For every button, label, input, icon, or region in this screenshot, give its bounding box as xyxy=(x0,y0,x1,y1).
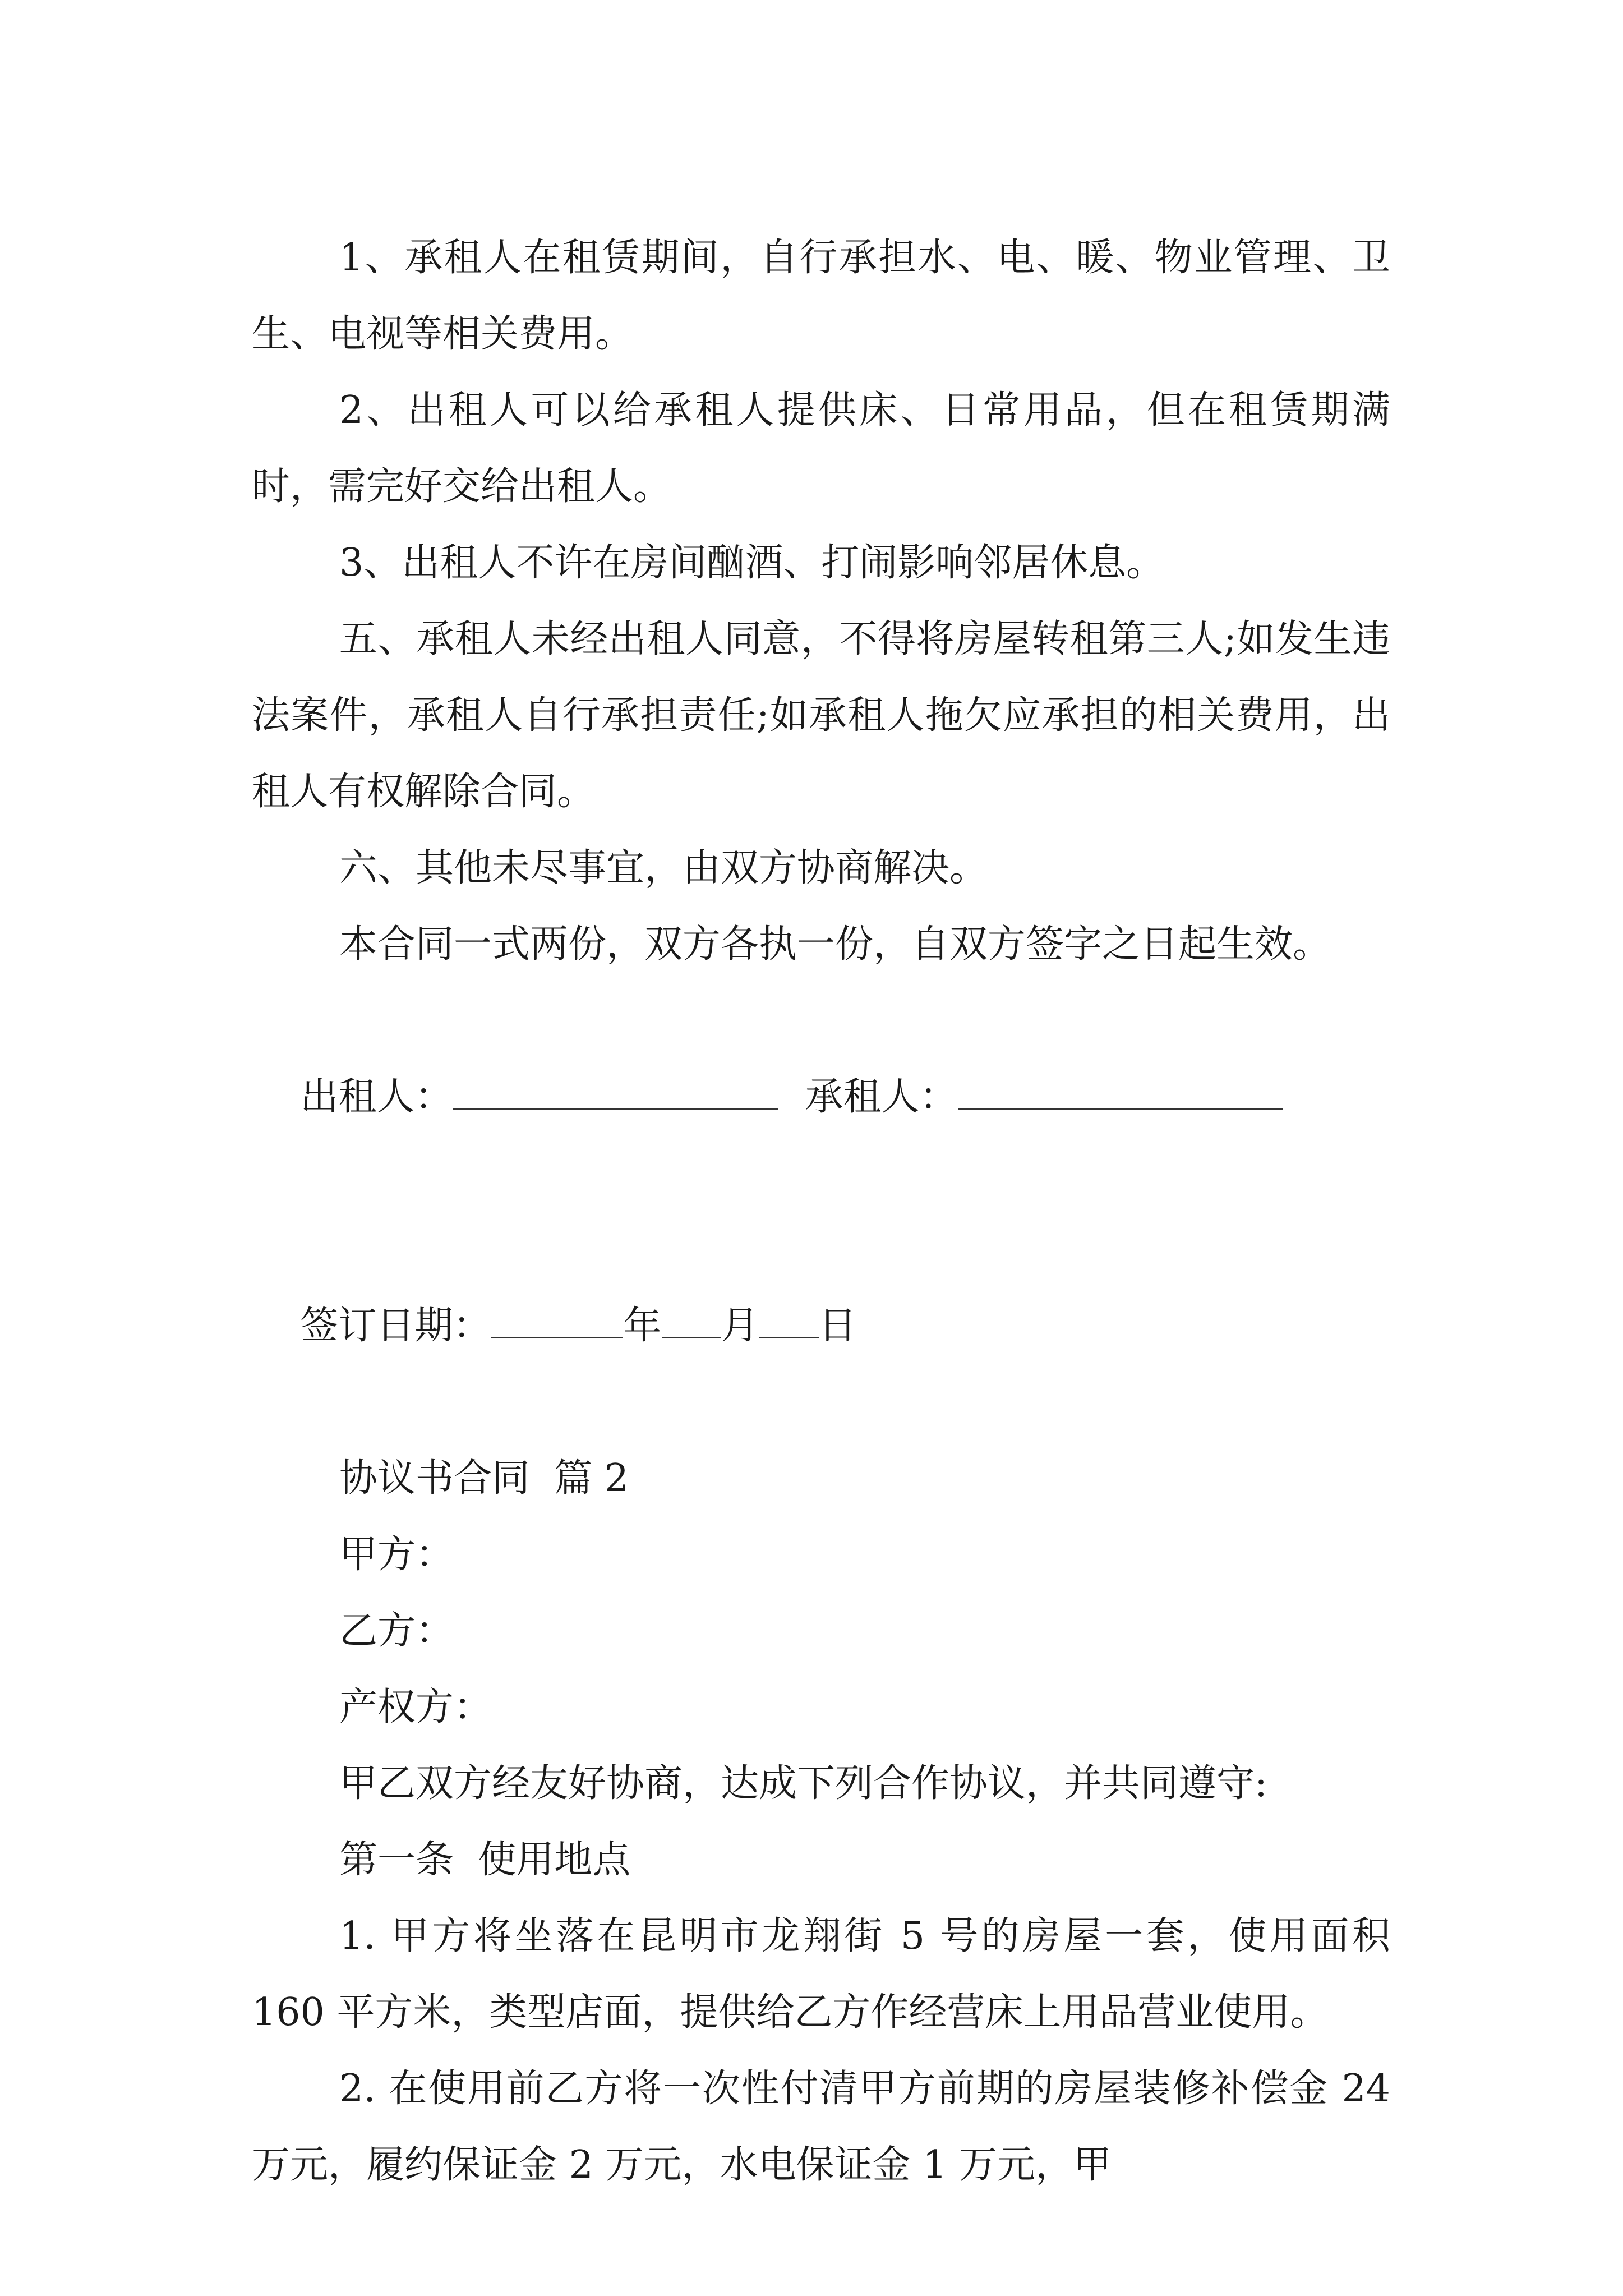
lessor-signature-blank xyxy=(453,1074,778,1110)
sign-date-line xyxy=(252,1212,1390,1441)
year-label: 年 xyxy=(623,1304,662,1348)
lessee-signature-blank xyxy=(958,1074,1283,1110)
article-1-title: 第一条 使用地点 xyxy=(339,1838,631,1882)
year-blank xyxy=(491,1303,623,1338)
lessor-label: 出租人： xyxy=(300,1075,453,1119)
effectiveness-clause: 本合同一式两份，双方各执一份，自双方签字之日起生效。 xyxy=(339,922,1331,967)
article-1-item-2: 2. 在使用前乙方将一次性付清甲方前期的房屋装修补偿金 24 万元，履约保证金 2 万元，水电保证金 1 万元，甲 xyxy=(252,2067,1403,2187)
clause-5: 五、承租人未经出租人同意，不得将房屋转租第三人;如发生违法案件，承租人自行承担责任;如承租人拖欠应承担的相关费用，出租人有权解除合同。 xyxy=(252,617,1390,814)
lessee-label: 承租人： xyxy=(805,1075,958,1119)
month-blank xyxy=(662,1303,721,1338)
article-1-item-1: 1. 甲方将坐落在昆明市龙翔街 5 号的房屋一套，使用面积 160 平方米，类型店面，提供给乙方作经营床上用品营业使用。 xyxy=(252,1914,1403,2035)
agreement-intro: 甲乙双方经友好协商，达成下列合作协议，并共同遵守: xyxy=(339,1761,1267,1806)
day-blank xyxy=(759,1303,819,1338)
signature-line xyxy=(252,983,1390,1212)
property-owner-label: 产权方： xyxy=(339,1685,492,1729)
section-2-title: 协议书合同 篇 2 xyxy=(339,1456,629,1501)
clause-3: 3、出租人不许在房间酗酒、打闹影响邻居休息。 xyxy=(339,541,1165,585)
document-page xyxy=(252,220,1403,2203)
party-a-label: 甲方： xyxy=(339,1533,454,1577)
clause-6: 六、其他未尽事宜，由双方协商解决。 xyxy=(339,846,988,890)
clause-1: 1、承租人在租赁期间，自行承担水、电、暖、物业管理、卫生、电视等相关费用。 xyxy=(252,236,1390,356)
clause-2: 2、出租人可以给承租人提供床、日常用品，但在租赁期满时，需完好交给出租人。 xyxy=(252,388,1390,509)
party-b-label: 乙方： xyxy=(339,1609,454,1653)
month-label: 月 xyxy=(721,1304,759,1348)
sign-date-label: 签订日期： xyxy=(300,1304,491,1348)
day-label: 日 xyxy=(818,1304,857,1348)
